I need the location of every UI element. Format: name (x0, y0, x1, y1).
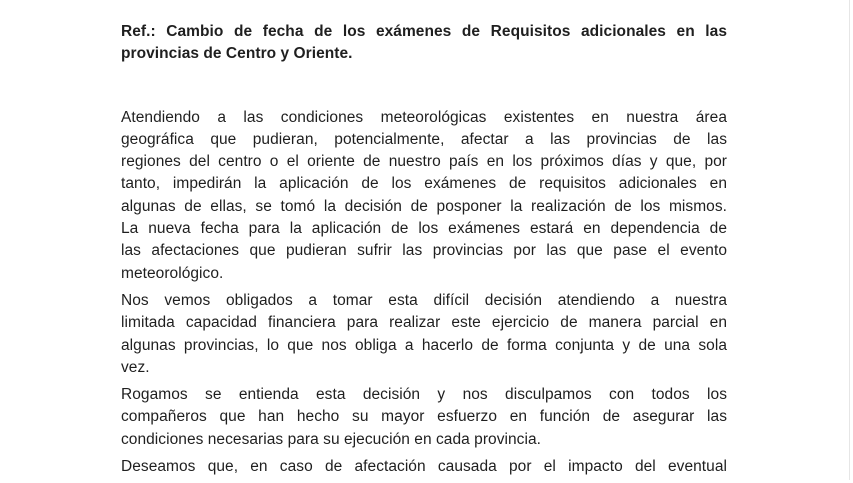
text-line: meteorológico. (121, 264, 224, 282)
paragraph (121, 107, 727, 285)
text-line: Atendiendo a las condiciones meteorológicas existentes en nuestra área (121, 108, 727, 126)
text-line: regiones del centro o el oriente de nuestro país en los próximos días y que, por (121, 153, 727, 171)
text-line: limitada capacidad financiera para realizar este ejercicio de manera parcial en (121, 314, 727, 332)
text-line: algunas de ellas, se tomó la decisión de posponer la realización de los mismos. (121, 197, 727, 215)
page-edge-line (849, 0, 851, 480)
paragraph (121, 456, 727, 478)
text-line: Deseamos que, en caso de afectación causada por el impacto del eventual (121, 458, 727, 476)
text-line: vez. (121, 358, 150, 376)
text-line: Rogamos se entienda esta decisión y nos disculpamos con todos los (121, 386, 727, 404)
text-line: compañeros que han hecho su mayor esfuerzo en función de asegurar las (121, 408, 727, 426)
text-line: geográfica que pudieran, potencialmente, afectar a las provincias de las (121, 130, 727, 148)
reference-heading (121, 21, 727, 66)
document-content (121, 21, 727, 483)
heading-line: Ref.: Cambio de fecha de los exámenes de Requisitos adicionales en las (121, 23, 727, 40)
paragraph (121, 384, 727, 451)
heading-line: provincias de Centro y Oriente. (121, 45, 353, 63)
text-line: las afectaciones que pudieran sufrir las provincias por las que pase el evento (121, 242, 727, 260)
text-line: tanto, impedirán la aplicación de los exámenes de requisitos adicionales en (121, 175, 727, 193)
text-line: Nos vemos obligados a tomar esta difícil decisión atendiendo a nuestra (121, 291, 727, 309)
paragraph (121, 290, 727, 379)
text-line: condiciones necesarias para su ejecución en cada provincia. (121, 430, 541, 448)
text-line: algunas provincias, lo que nos obliga a hacerlo de forma conjunta y de una sola (121, 336, 727, 354)
text-line: La nueva fecha para la aplicación de los exámenes estará en dependencia de (121, 220, 727, 238)
